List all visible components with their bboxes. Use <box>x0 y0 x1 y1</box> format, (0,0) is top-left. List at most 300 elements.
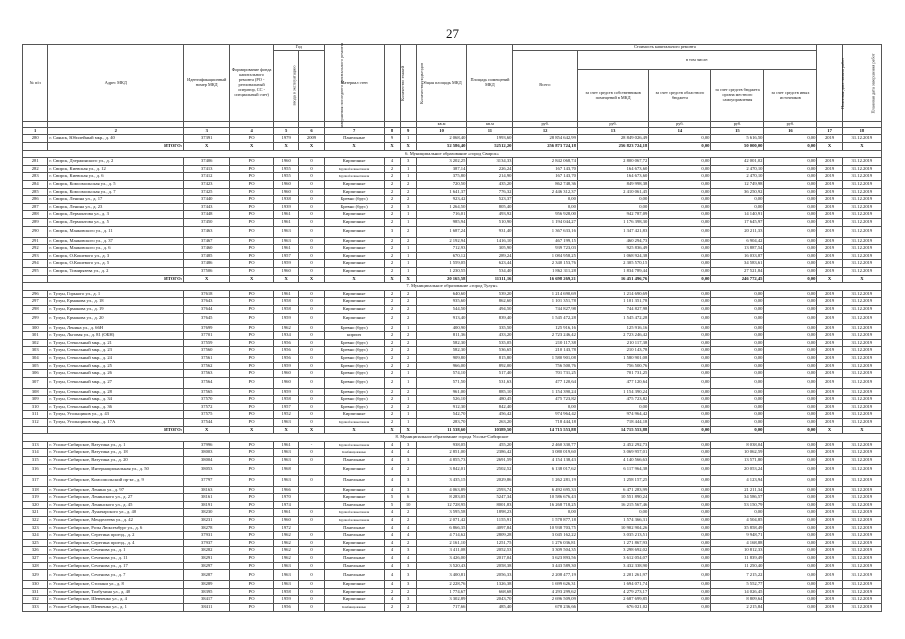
cell-owners: 475 723,82 <box>577 396 648 404</box>
cell-floors: 4 <box>384 524 400 532</box>
cell-year-built: 1959 <box>273 362 298 370</box>
cell-local: 0,00 <box>711 362 764 370</box>
cell-area-premises: 2058,38 <box>467 562 513 570</box>
cell-owners: 849 998,38 <box>577 181 648 189</box>
cell-num: 315 <box>23 457 48 465</box>
cell-num: 306 <box>23 370 48 378</box>
cell-plan-start: 2019 <box>817 532 842 540</box>
cell-area-total: 582,30 <box>416 339 467 347</box>
cell-address: г. Усолье-Сибирское, Розы Люксембург ул., д. 6 <box>48 524 184 532</box>
cell-year-last: 0 <box>299 362 324 370</box>
cell-year-built: 1961 <box>273 441 298 449</box>
cell-regional: 0,00 <box>649 339 711 347</box>
cell-local: 34 583,61 <box>711 260 764 268</box>
cell-other: 0,00 <box>764 603 817 611</box>
cell-area-premises: 335,50 <box>467 324 513 332</box>
cell-total: 2 208 477,19 <box>513 570 577 581</box>
cell-owners: 210 143,78 <box>577 347 648 355</box>
cell-area-premises: 862,60 <box>467 298 513 306</box>
table-row <box>23 354 882 362</box>
column-index-cell: 10 <box>416 127 467 135</box>
cell-num: 302 <box>23 339 48 347</box>
cell-area-total: 3 435,15 <box>416 475 467 486</box>
cell-entrances: 2 <box>400 298 416 306</box>
cell-year-built: 1979 <box>273 135 298 143</box>
cell-area-total: 2 851,00 <box>416 449 467 457</box>
cell-regional: 0,00 <box>649 539 711 547</box>
cell-area-premises: 1155,91 <box>467 517 513 525</box>
cell-floors: 4 <box>384 158 400 166</box>
cell-wall: Кирпичные <box>324 158 384 166</box>
cell-year-last: 0 <box>299 181 324 189</box>
cell-regional: 0,00 <box>649 143 711 151</box>
cell-plan-end: 31.12.2019 <box>842 339 881 347</box>
cell-owners: 1 834 789,44 <box>577 267 648 275</box>
cell-wall: Крупноблочные/панели <box>324 517 384 525</box>
cell-wall: Кирпичные <box>324 267 384 275</box>
cell-wall: Бревно (брус) <box>324 362 384 370</box>
cell-area-premises: 493,92 <box>467 211 513 219</box>
cell-area-premises: 2043,70 <box>467 596 513 604</box>
cell-plan-end: 31.12.2019 <box>842 562 881 570</box>
cell-wall: Кирпичные <box>324 547 384 555</box>
cell-year-last: 0 <box>299 581 324 589</box>
cell-address: г. Усолье-Сибирское, Менделеева ул., д. 42 <box>48 517 184 525</box>
cell-fund: РО <box>230 486 274 494</box>
cell-address: г. Тулун, Стекольный мкр., д. 26 <box>48 370 184 378</box>
section-heading: 8. Муниципальное образование города Усолье-Сибирское <box>23 434 882 442</box>
cell-area-total: 1 559,05 <box>416 260 467 268</box>
table-row <box>23 211 882 219</box>
table-row <box>23 332 882 340</box>
cell-area-total: 2 068,40 <box>416 135 467 143</box>
cell-area-premises: 226,24 <box>467 165 513 173</box>
total-row <box>23 143 882 151</box>
cell-year-built: 1957 <box>273 252 298 260</box>
column-index-cell: 13 <box>577 127 648 135</box>
cell-local: 0,00 <box>711 403 764 411</box>
cell-id: 38287 <box>184 570 230 581</box>
cell-total: 0,00 <box>513 196 577 204</box>
col-wall-header: Материал стен <box>324 45 384 122</box>
cell-wall: Панельные <box>324 457 384 465</box>
cell-owners: 2 687 699,85 <box>577 596 648 604</box>
cell-id: 38191 <box>184 501 230 509</box>
cell-local: 5 552,77 <box>711 581 764 589</box>
column-index-cell: 6 <box>299 127 324 135</box>
cell-wall: Кирпичные <box>324 313 384 324</box>
cell-floors: X <box>384 275 400 283</box>
cell-year-last: 0 <box>299 396 324 404</box>
cell-entrances: 2 <box>400 603 416 611</box>
cell-wall: Панельные <box>324 135 384 143</box>
cell-floors: 2 <box>384 237 400 245</box>
cell-owners: 3 298 692,02 <box>577 547 648 555</box>
cell-floors: 4 <box>384 539 400 547</box>
cell-entrances: 2 <box>400 313 416 324</box>
cell-area-total: 387,14 <box>416 165 467 173</box>
cell-area-premises: 2809,28 <box>467 532 513 540</box>
cell-area-premises: 517,40 <box>467 370 513 378</box>
cell-other: 0,00 <box>764 596 817 604</box>
cell-wall: Крупноблочные/панели <box>324 441 384 449</box>
cell-year-last: 0 <box>299 165 324 173</box>
cell-plan-end: 31.12.2019 <box>842 419 881 427</box>
cell-num: 301 <box>23 332 48 340</box>
cell-plan-start: 2019 <box>817 449 842 457</box>
cell-fund: РО <box>230 403 274 411</box>
cell-fund: РО <box>230 158 274 166</box>
cell-other: 0,00 <box>764 290 817 298</box>
cell-other: 0,00 <box>764 547 817 555</box>
cell-address: г. Усолье-Сибирское, Шевченко ул., д. 1 <box>48 603 184 611</box>
cell-local: 14 026,45 <box>711 588 764 596</box>
cell-address: г. Свирск, Маяковского ул., д. 37 <box>48 237 184 245</box>
cell-plan-start: X <box>817 426 842 434</box>
cell-plan-start: 2019 <box>817 267 842 275</box>
cell-plan-end: 31.12.2019 <box>842 298 881 306</box>
column-index-cell: 12 <box>513 127 577 135</box>
cell-plan-start: 2019 <box>817 237 842 245</box>
table-row <box>23 501 882 509</box>
cell-floors: 2 <box>384 339 400 347</box>
cell-plan-end: 31.12.2019 <box>842 354 881 362</box>
cell-regional: 0,00 <box>649 570 711 581</box>
cell-plan-start: 2019 <box>817 298 842 306</box>
cell-year-built: 1970 <box>273 494 298 502</box>
cell-other: 0,00 <box>764 298 817 306</box>
cell-plan-start: 2019 <box>817 562 842 570</box>
cell-area-premises: 2502,52 <box>467 464 513 475</box>
cell-entrances: 1 <box>400 419 416 427</box>
cell-wall: Бревно (брус) <box>324 354 384 362</box>
cell-address: г. Тулун, Стекольный мкр., д. 36 <box>48 403 184 411</box>
table-row <box>23 532 882 540</box>
col-local-header: за счет средств бюджета органа местного самоуправления <box>711 70 764 122</box>
col-year-group-header: Год <box>273 45 324 51</box>
cell-wall: Кирпичные <box>324 486 384 494</box>
cell-entrances: 4 <box>400 524 416 532</box>
cell-total: 210 117,38 <box>513 339 577 347</box>
cell-fund: РО <box>230 196 274 204</box>
cell-year-built: 1955 <box>273 165 298 173</box>
cell-entrances: X <box>400 275 416 283</box>
cell-fund: РО <box>230 501 274 509</box>
cell-floors: 2 <box>384 188 400 196</box>
cell-id: 38053 <box>184 464 230 475</box>
cell-plan-end: 31.12.2019 <box>842 509 881 517</box>
cell-floors: X <box>384 143 400 151</box>
table-row <box>23 226 882 237</box>
cell-num: 310 <box>23 403 48 411</box>
column-index-cell: 1 <box>23 127 48 135</box>
column-index-cell: 15 <box>711 127 764 135</box>
cell-owners: 2 410 061,45 <box>577 188 648 196</box>
cell-area-premises: 2593,74 <box>467 486 513 494</box>
unit-rub: руб. <box>577 121 648 127</box>
cell-area-premises: 805,40 <box>467 203 513 211</box>
cell-owners: 2 201 261,97 <box>577 570 648 581</box>
cell-plan-end: 31.12.2019 <box>842 203 881 211</box>
cell-year-built: X <box>273 143 298 151</box>
cell-area-total: 913,40 <box>416 313 467 324</box>
cell-fund: РО <box>230 588 274 596</box>
cell-year-built: 1963 <box>273 570 298 581</box>
total-row <box>23 275 882 283</box>
cell-fund: РО <box>230 524 274 532</box>
cell-owners: 2 305 570,15 <box>577 260 648 268</box>
cell-id: 37563 <box>184 370 230 378</box>
cell-id: 37699 <box>184 324 230 332</box>
col-year-last-header: завершения последнего капитального ремонта <box>299 50 324 121</box>
cell-fund: РО <box>230 305 274 313</box>
cell-entrances: 1 <box>400 211 416 219</box>
cell-id: 38289 <box>184 581 230 589</box>
cell-regional: 0,00 <box>649 562 711 570</box>
cell-num: 331 <box>23 588 48 596</box>
table-row <box>23 603 882 611</box>
cell-address: г. Усолье-Сибирское, Интернациональная ул., д. 50 <box>48 464 184 475</box>
cell-plan-end: 31.12.2019 <box>842 165 881 173</box>
cell-entrances: 2 <box>400 226 416 237</box>
cell-year-last: 0 <box>299 260 324 268</box>
cell-total: 3 309 504,35 <box>513 547 577 555</box>
cell-plan-start: 2019 <box>817 419 842 427</box>
cell-address: ИТОГО: <box>48 275 184 283</box>
cell-local: 11 250,40 <box>711 562 764 570</box>
cell-num: 296 <box>23 290 48 298</box>
cell-entrances: 2 <box>400 196 416 204</box>
cell-address: г. Саянск, Юбилейный мкр., д. 40 <box>48 135 184 143</box>
cell-area-total: 4 063,89 <box>416 486 467 494</box>
cell-year-last: 0 <box>299 188 324 196</box>
cell-num: 314 <box>23 449 48 457</box>
cell-num: 281 <box>23 158 48 166</box>
cell-address: г. Усолье-Сибирское, Сеченова ул., д. 17 <box>48 562 184 570</box>
cell-entrances: 3 <box>400 547 416 555</box>
cell-other: 0,00 <box>764 457 817 465</box>
cell-num: 308 <box>23 388 48 396</box>
cell-floors: 2 <box>384 403 400 411</box>
cell-fund: РО <box>230 347 274 355</box>
cell-local: 4 123,94 <box>711 475 764 486</box>
cell-id: 37931 <box>184 532 230 540</box>
cell-plan-end: 31.12.2019 <box>842 603 881 611</box>
cell-floors: 2 <box>384 324 400 332</box>
cell-wall: Панельные <box>324 475 384 486</box>
cell-regional: 0,00 <box>649 252 711 260</box>
cell-local: 11 839,49 <box>711 554 764 562</box>
cell-year-built: 1958 <box>273 305 298 313</box>
cell-year-built: 1955 <box>273 173 298 181</box>
cell-floors: 2 <box>384 377 400 388</box>
cell-regional: 0,00 <box>649 237 711 245</box>
cell-address: г. Свирск, Тимирязева ул., д. 2 <box>48 267 184 275</box>
cell-area-premises: 5247,34 <box>467 494 513 502</box>
cell-floors: 4 <box>384 596 400 604</box>
table-row <box>23 411 882 419</box>
col-fund-header: Формирование фонда капитального ремонта (РО - региональный оператор, СС - специальный счет) <box>230 45 274 122</box>
cell-owners: 164 673,60 <box>577 165 648 173</box>
cell-floors: 2 <box>384 388 400 396</box>
cell-wall: Кирпичные <box>324 581 384 589</box>
cell-year-last: 0 <box>299 547 324 555</box>
cell-total: 1 214 690,69 <box>513 290 577 298</box>
cell-area-total: 3 426,00 <box>416 554 467 562</box>
cell-area-total: 912,30 <box>416 403 467 411</box>
cell-owners: 3 612 054,07 <box>577 554 648 562</box>
cell-floors: 2 <box>384 211 400 219</box>
cell-year-last: 0 <box>299 370 324 378</box>
cell-local: 53 150,79 <box>711 501 764 509</box>
cell-id: X <box>184 143 230 151</box>
cell-fund: РО <box>230 260 274 268</box>
cell-fund: РО <box>230 377 274 388</box>
cell-plan-start: 2019 <box>817 158 842 166</box>
cell-fund: РО <box>230 332 274 340</box>
cell-floors: 4 <box>384 464 400 475</box>
cell-other: 0,00 <box>764 419 817 427</box>
cell-area-total: 717,66 <box>416 603 467 611</box>
cell-address: г. Свирск, Лермонтова ул., д. 5 <box>48 219 184 227</box>
col-plan-start-header: Плановая дата начала работ <box>817 45 842 122</box>
cell-area-premises: 11311,16 <box>467 275 513 283</box>
cell-area-premises: 842,40 <box>467 403 513 411</box>
cell-year-built: X <box>273 275 298 283</box>
cell-plan-end: 31.12.2019 <box>842 464 881 475</box>
cell-owners: 0,00 <box>577 203 648 211</box>
table-row <box>23 181 882 189</box>
cell-plan-end: 31.12.2019 <box>842 581 881 589</box>
cell-fund: X <box>230 275 274 283</box>
cell-owners: 1 580 901,08 <box>577 354 648 362</box>
cell-wall: Кирпичные <box>324 211 384 219</box>
cell-regional: 0,00 <box>649 554 711 562</box>
cell-area-total: 716,01 <box>416 211 467 219</box>
cell-local: 10 062,59 <box>711 449 764 457</box>
cell-entrances: 3 <box>400 486 416 494</box>
cell-entrances: 1 <box>400 245 416 253</box>
cell-address: г. Тулун, Угольщиков мкр., д. 17А <box>48 419 184 427</box>
cell-plan-end: X <box>842 275 881 283</box>
cell-year-last: 0 <box>299 237 324 245</box>
section-heading-row <box>23 150 882 158</box>
cell-plan-end: 31.12.2019 <box>842 135 881 143</box>
cell-total: 2 723 246,42 <box>513 332 577 340</box>
cell-total: 3 080 019,60 <box>513 449 577 457</box>
cell-num: 288 <box>23 211 48 219</box>
table-row <box>23 475 882 486</box>
cell-local: 0,00 <box>711 396 764 404</box>
cell-regional: 0,00 <box>649 486 711 494</box>
cell-entrances: 1 <box>400 377 416 388</box>
cell-plan-end: 31.12.2019 <box>842 245 881 253</box>
cell-local: 0,00 <box>711 377 764 388</box>
col-year-built-header: ввода в эксплуатацию <box>273 50 298 121</box>
cell-regional: 0,00 <box>649 475 711 486</box>
cell-area-total: 283,70 <box>416 419 467 427</box>
cell-num: 280 <box>23 135 48 143</box>
cell-area-total: 3 302,89 <box>416 596 467 604</box>
cell-floors: 2 <box>384 267 400 275</box>
cell-local: 2 215,84 <box>711 603 764 611</box>
cell-floors: 4 <box>384 486 400 494</box>
cell-fund: X <box>230 426 274 434</box>
cell-area-premises: 10389,50 <box>467 426 513 434</box>
cell-id: 38004 <box>184 457 230 465</box>
cell-total: 2 842 068,74 <box>513 158 577 166</box>
cell-wall: Панельные <box>324 570 384 581</box>
cell-id: 37644 <box>184 305 230 313</box>
cell-id: 37559 <box>184 339 230 347</box>
cell-year-last: 0 <box>299 596 324 604</box>
cell-year-last: 0 <box>299 203 324 211</box>
cell-year-last: 0 <box>299 588 324 596</box>
cell-year-last: 0 <box>299 532 324 540</box>
cell-total: 1 578 877,18 <box>513 517 577 525</box>
cell-plan-start: 2019 <box>817 377 842 388</box>
cell-plan-end: 31.12.2019 <box>842 486 881 494</box>
cell-regional: 0,00 <box>649 377 711 388</box>
cell-other: 0,00 <box>764 426 817 434</box>
cell-id: 38282 <box>184 547 230 555</box>
cell-area-total: 3 842,01 <box>416 464 467 475</box>
cell-plan-start: 2019 <box>817 486 842 494</box>
cell-address: г. Тулун, Ермакова ул., д. 18 <box>48 298 184 306</box>
cell-plan-end: 31.12.2019 <box>842 539 881 547</box>
cell-floors: 4 <box>384 562 400 570</box>
table-row <box>23 196 882 204</box>
cell-entrances: 3 <box>400 457 416 465</box>
cell-fund: РО <box>230 313 274 324</box>
cell-owners: 125 916,16 <box>577 324 648 332</box>
cell-num: 284 <box>23 181 48 189</box>
cell-other: 0,00 <box>764 554 817 562</box>
table-row <box>23 173 882 181</box>
cell-entrances: 3 <box>400 441 416 449</box>
cell-address: г. Свирск, О.Кошевого ул., д. 5 <box>48 260 184 268</box>
cell-num: 293 <box>23 252 48 260</box>
cell-total: 1 101 351,78 <box>513 298 577 306</box>
cell-total: 2 340 153,76 <box>513 260 577 268</box>
cell-regional: 0,00 <box>649 494 711 502</box>
cell-area-premises: 8001,83 <box>467 501 513 509</box>
cell-fund: РО <box>230 203 274 211</box>
table-row <box>23 562 882 570</box>
cell-entrances: X <box>400 426 416 434</box>
cell-floors: 3 <box>384 226 400 237</box>
cell-area-total: 400,90 <box>416 324 467 332</box>
cell-area-total: 52 586,40 <box>416 143 467 151</box>
cell-id: 38231 <box>184 517 230 525</box>
cell-area-premises: 534,40 <box>467 267 513 275</box>
table-row <box>23 347 882 355</box>
cell-wall: Кирпичные <box>324 290 384 298</box>
cell-entrances: 10 <box>400 501 416 509</box>
cell-total: 1 262 281,19 <box>513 475 577 486</box>
cell-num: 316 <box>23 464 48 475</box>
cell-num: 300 <box>23 324 48 332</box>
cell-plan-end: 31.12.2019 <box>842 188 881 196</box>
cell-num: 286 <box>23 196 48 204</box>
cell-area-premises: 289,24 <box>467 252 513 260</box>
cell-floors: 2 <box>384 165 400 173</box>
cell-address: г. Свирск, Ленина ул., д. 23 <box>48 203 184 211</box>
cell-id: 37565 <box>184 388 230 396</box>
cell-area-total: 811,36 <box>416 332 467 340</box>
table-row <box>23 245 882 253</box>
cell-plan-end: 31.12.2019 <box>842 237 881 245</box>
